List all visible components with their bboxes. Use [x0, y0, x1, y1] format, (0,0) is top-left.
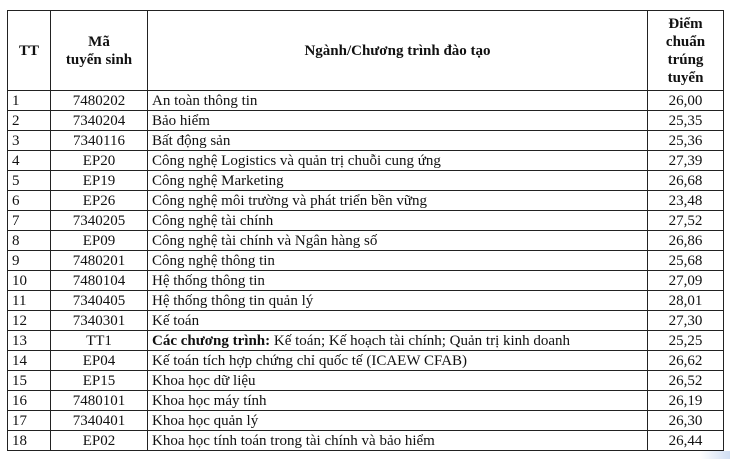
table-row [8, 131, 724, 151]
row-tt: 9 [8, 251, 51, 271]
row-program: Kế toán [148, 311, 648, 331]
row-score: 26,19 [648, 391, 724, 411]
header-tt-label: TT [18, 42, 39, 59]
row-program: Công nghệ tài chính và Ngân hàng số [148, 231, 648, 251]
row-code: 7340401 [51, 411, 148, 431]
header-program [148, 11, 648, 91]
corner-tint [700, 451, 730, 459]
row-code: 7480201 [51, 251, 148, 271]
header-score-line3: trúng [667, 51, 704, 68]
row-tt: 16 [8, 391, 51, 411]
document-page [0, 10, 730, 459]
row-program: Công nghệ thông tin [148, 251, 648, 271]
row-program-prefix: Các chương trình: [152, 332, 271, 349]
row-tt: 8 [8, 231, 51, 251]
table-row [8, 151, 724, 171]
table-row [8, 111, 724, 131]
row-tt: 7 [8, 211, 51, 231]
table-body [8, 91, 724, 451]
row-score: 26,86 [648, 231, 724, 251]
row-tt: 17 [8, 411, 51, 431]
row-score: 25,35 [648, 111, 724, 131]
row-program: Hệ thống thông tin quản lý [148, 291, 648, 311]
row-program: Công nghệ Logistics và quản trị chuỗi cung ứng [148, 151, 648, 171]
row-code: 7340205 [51, 211, 148, 231]
row-score: 23,48 [648, 191, 724, 211]
row-score: 26,62 [648, 351, 724, 371]
header-score-line4: tuyển [667, 69, 704, 86]
row-score: 28,01 [648, 291, 724, 311]
row-program: Công nghệ môi trường và phát triển bền vững [148, 191, 648, 211]
row-program: Công nghệ Marketing [148, 171, 648, 191]
row-score: 26,30 [648, 411, 724, 431]
admission-scores-table [7, 10, 724, 451]
table-row [8, 171, 724, 191]
table-row [8, 211, 724, 231]
row-score: 25,25 [648, 331, 724, 351]
row-score: 27,09 [648, 271, 724, 291]
row-program-combined [148, 331, 648, 351]
row-program: Hệ thống thông tin [148, 271, 648, 291]
row-tt: 5 [8, 171, 51, 191]
table-row [8, 91, 724, 111]
row-score: 26,52 [648, 371, 724, 391]
row-program: Khoa học quản lý [148, 411, 648, 431]
table-row [8, 311, 724, 331]
table-row [8, 271, 724, 291]
row-program: Khoa học tính toán trong tài chính và bảo hiểm [148, 431, 648, 451]
table-row [8, 191, 724, 211]
row-score: 26,44 [648, 431, 724, 451]
row-tt: 2 [8, 111, 51, 131]
row-code: EP09 [51, 231, 148, 251]
row-program-text: Kế toán; Kế hoạch tài chính; Quản trị kinh doanh [270, 332, 571, 349]
row-code: EP26 [51, 191, 148, 211]
row-score: 26,68 [648, 171, 724, 191]
row-tt: 10 [8, 271, 51, 291]
header-program-label: Ngành/Chương trình đào tạo [304, 42, 491, 59]
table-row [8, 391, 724, 411]
row-program: An toàn thông tin [148, 91, 648, 111]
row-score: 27,39 [648, 151, 724, 171]
row-tt: 18 [8, 431, 51, 451]
header-score-line2: chuẩn [665, 33, 706, 50]
row-program: Bất động sản [148, 131, 648, 151]
row-code: 7480101 [51, 391, 148, 411]
row-program: Công nghệ tài chính [148, 211, 648, 231]
header-row [8, 11, 724, 91]
row-score: 27,30 [648, 311, 724, 331]
table-row [8, 431, 724, 451]
row-code: 7340204 [51, 111, 148, 131]
row-code: EP02 [51, 431, 148, 451]
table-row [8, 251, 724, 271]
table-row [8, 351, 724, 371]
table-header [8, 11, 724, 91]
header-code-line2: tuyển sinh [65, 51, 133, 68]
header-score [648, 11, 724, 91]
row-score: 26,00 [648, 91, 724, 111]
row-program: Bảo hiểm [148, 111, 648, 131]
row-tt: 1 [8, 91, 51, 111]
row-score: 25,36 [648, 131, 724, 151]
row-code: 7340301 [51, 311, 148, 331]
table-row [8, 371, 724, 391]
row-code: TT1 [51, 331, 148, 351]
row-tt: 13 [8, 331, 51, 351]
row-code: 7340405 [51, 291, 148, 311]
row-tt: 15 [8, 371, 51, 391]
row-program: Khoa học dữ liệu [148, 371, 648, 391]
row-tt: 12 [8, 311, 51, 331]
table-row [8, 411, 724, 431]
row-tt: 3 [8, 131, 51, 151]
row-code: 7340116 [51, 131, 148, 151]
row-score: 27,52 [648, 211, 724, 231]
row-code: EP19 [51, 171, 148, 191]
row-code: 7480104 [51, 271, 148, 291]
header-score-line1: Điểm [668, 15, 703, 32]
row-code: EP15 [51, 371, 148, 391]
row-tt: 14 [8, 351, 51, 371]
row-tt: 6 [8, 191, 51, 211]
row-code: EP04 [51, 351, 148, 371]
table-row [8, 291, 724, 311]
table-row [8, 331, 724, 351]
table-row [8, 231, 724, 251]
row-tt: 4 [8, 151, 51, 171]
row-tt: 11 [8, 291, 51, 311]
header-code [51, 11, 148, 91]
row-score: 25,68 [648, 251, 724, 271]
header-code-line1: Mã [88, 33, 110, 50]
row-program: Khoa học máy tính [148, 391, 648, 411]
header-tt [8, 11, 51, 91]
row-code: 7480202 [51, 91, 148, 111]
row-program: Kế toán tích hợp chứng chỉ quốc tế (ICAEW CFAB) [148, 351, 648, 371]
row-code: EP20 [51, 151, 148, 171]
